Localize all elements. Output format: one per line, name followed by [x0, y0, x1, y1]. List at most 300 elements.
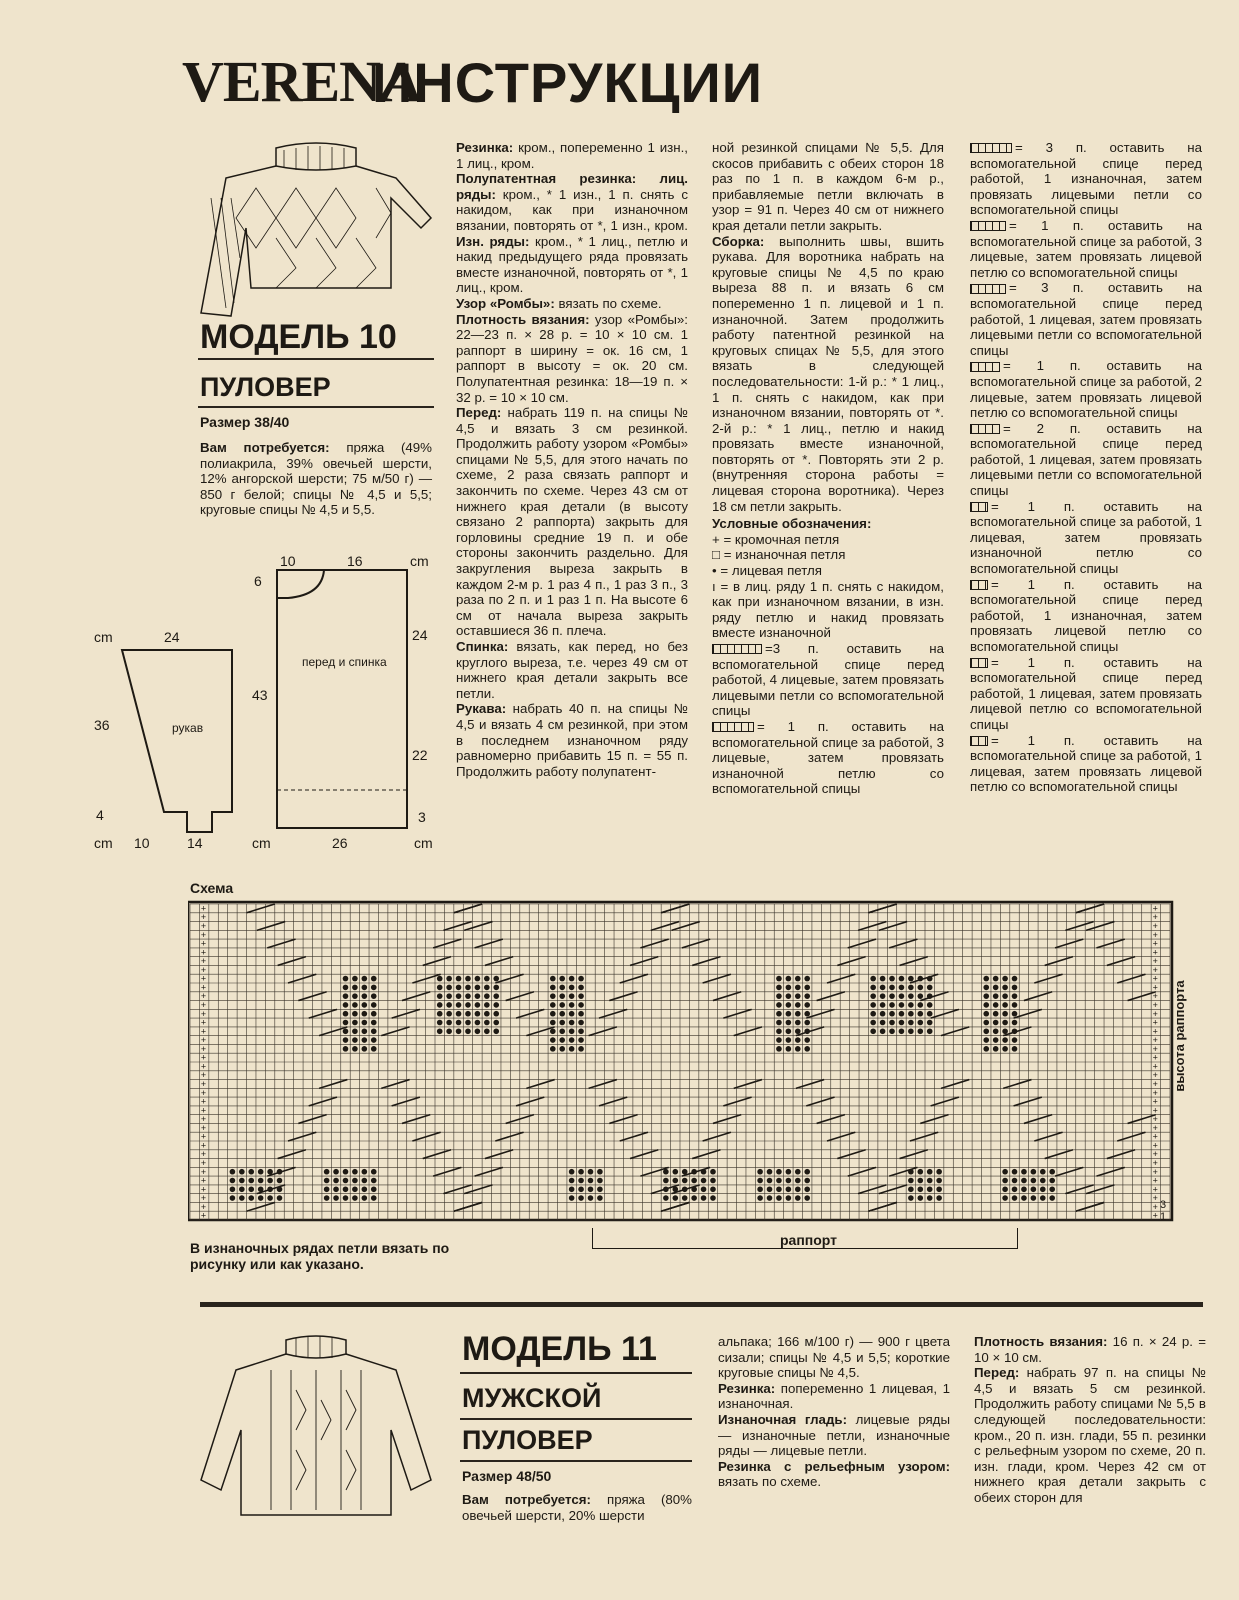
para-0: ной резинкой спицами № 5,5. Для скосов прибавить с обеих сторон 18 раз по 1 п. в каждом 6-м р., прибавляемые петли включать в узор = 91 п. Через 40 см от нижнего края детали петли закрыть.	[712, 140, 944, 233]
knit-dot	[559, 1028, 565, 1034]
knit-dot	[324, 1169, 330, 1175]
knit-dot	[880, 1002, 886, 1008]
knit-dot	[343, 1028, 349, 1034]
dim-cm: cm	[410, 553, 429, 569]
cable-stroke	[630, 1150, 658, 1159]
cable-stroke	[288, 974, 316, 983]
knit-dot	[804, 1046, 810, 1052]
knit-dot	[917, 1195, 923, 1201]
knit-dot	[267, 1178, 273, 1184]
knit-dot	[767, 1195, 773, 1201]
knit-dot	[437, 1011, 443, 1017]
knit-dot	[456, 976, 462, 982]
knit-dot	[343, 1169, 349, 1175]
knit-dot	[343, 993, 349, 999]
cable-stroke	[848, 939, 876, 948]
divider	[460, 1372, 692, 1374]
knit-dot	[899, 1011, 905, 1017]
dim-26: 26	[332, 835, 348, 851]
knit-dot	[437, 1002, 443, 1008]
cable-stroke	[589, 1027, 617, 1036]
knit-dot	[701, 1169, 707, 1175]
cable-stroke	[516, 1009, 544, 1018]
knit-dot	[880, 1020, 886, 1026]
legend-col4-0: = 3 п. оставить на вспомогательной спице перед работой, 1 изнаночная, затем провязать лицевыми петли со вспомогательной спицы	[970, 140, 1202, 218]
knit-dot	[362, 1002, 368, 1008]
cable-symbol-icon	[712, 722, 754, 732]
cable-stroke	[475, 1167, 503, 1176]
knit-dot	[776, 976, 782, 982]
knit-dot	[475, 1011, 481, 1017]
knit-dot	[446, 1020, 452, 1026]
knit-dot	[899, 976, 905, 982]
knit-dot	[804, 1020, 810, 1026]
cable-stroke	[433, 1167, 461, 1176]
cable-stroke	[1055, 939, 1083, 948]
knit-dot	[446, 1028, 452, 1034]
knit-dot	[776, 1028, 782, 1034]
knit-dot	[889, 976, 895, 982]
knit-dot	[352, 1011, 358, 1017]
knit-dot	[795, 1011, 801, 1017]
cable-stroke	[278, 957, 306, 966]
cable-stroke	[381, 1080, 409, 1089]
knit-dot	[371, 1186, 377, 1192]
cable-stroke	[288, 1132, 316, 1141]
edge-stitch-mark: +	[200, 1184, 207, 1195]
cable-stroke	[827, 1132, 855, 1141]
cable-stroke	[1045, 957, 1073, 966]
cable-stroke	[1107, 957, 1135, 966]
knit-dot	[889, 993, 895, 999]
dim-cm: cm	[94, 835, 113, 851]
edge-stitch-mark: +	[200, 964, 207, 975]
cable-stroke	[278, 1150, 306, 1159]
cable-stroke	[1014, 1009, 1042, 1018]
para-0: Резинка: кром., попеременно 1 изн., 1 лиц., кром.	[456, 140, 688, 171]
knit-dot	[767, 1178, 773, 1184]
edge-stitch-mark: +	[1152, 1140, 1158, 1151]
knit-dot	[578, 1195, 584, 1201]
knit-dot	[1040, 1178, 1046, 1184]
knit-dot	[267, 1186, 273, 1192]
knit-dot	[493, 1028, 499, 1034]
cable-stroke	[837, 957, 865, 966]
knit-dot	[1012, 1002, 1018, 1008]
knit-dot	[248, 1169, 254, 1175]
knit-dot	[578, 1002, 584, 1008]
cable-stroke	[848, 1167, 876, 1176]
knit-dot	[776, 1195, 782, 1201]
knit-dot	[757, 1169, 763, 1175]
cable-stroke	[889, 939, 917, 948]
cable-stroke	[1003, 1080, 1031, 1089]
knit-dot	[559, 985, 565, 991]
knit-dot	[550, 976, 556, 982]
dim-24: 24	[164, 629, 180, 645]
knit-dot	[786, 1195, 792, 1201]
knit-dot	[917, 1028, 923, 1034]
knit-dot	[437, 1028, 443, 1034]
knit-dot	[352, 1186, 358, 1192]
row-number-1: 1	[1160, 1211, 1167, 1223]
cable-stroke	[412, 1132, 440, 1141]
model10-needs	[200, 440, 432, 518]
knit-dot	[1002, 1037, 1008, 1043]
knit-dot	[597, 1195, 603, 1201]
chart-label: Схема	[190, 880, 234, 896]
knit-dot	[917, 1020, 923, 1026]
knit-dot	[1040, 1186, 1046, 1192]
knit-dot	[1031, 1178, 1037, 1184]
para-3: Резинка с рельефным узором: вязать по схеме.	[718, 1458, 950, 1490]
knit-dot	[870, 1011, 876, 1017]
pattern-schematic	[92, 550, 442, 870]
knit-dot	[908, 1011, 914, 1017]
knit-dot	[493, 1002, 499, 1008]
edge-stitch-mark: +	[200, 1079, 207, 1090]
knit-dot	[1031, 1186, 1037, 1192]
knit-dot	[446, 1011, 452, 1017]
knit-dot	[578, 1178, 584, 1184]
knit-dot	[230, 1178, 236, 1184]
knit-dot	[899, 1002, 905, 1008]
knit-dot	[484, 985, 490, 991]
knitting-chart	[188, 896, 1188, 1242]
edge-stitch-mark: +	[200, 929, 207, 940]
knit-dot	[465, 976, 471, 982]
knit-dot	[672, 1186, 678, 1192]
edge-stitch-mark: +	[200, 1201, 207, 1212]
knit-dot	[475, 993, 481, 999]
dim-cm: cm	[414, 835, 433, 851]
knit-dot	[776, 993, 782, 999]
knit-dot	[880, 1011, 886, 1017]
knit-dot	[371, 1195, 377, 1201]
knit-dot	[870, 976, 876, 982]
edge-stitch-mark: +	[1152, 1043, 1158, 1054]
knit-dot	[578, 1186, 584, 1192]
knit-dot	[1002, 1011, 1008, 1017]
edge-stitch-mark: +	[1152, 1114, 1158, 1125]
knit-dot	[578, 985, 584, 991]
legend-1: □ = изнаночная петля	[712, 547, 846, 563]
knit-dot	[1002, 1028, 1008, 1034]
knit-dot	[239, 1195, 245, 1201]
para-0: альпака; 166 м/100 г) — 900 г цвета сизали; спицы № 4,5 и 5,5; короткие круговые спицы № 4,5.	[718, 1334, 950, 1381]
needs-text: пряжа (49% полиакрила, 39% овечьей шерсти, 12% ангорской шерсти; 75 м/50 г) — 850 г белой; спицы № 4,5 и 5,5; круговые спицы № 4,5 и 5,5.	[200, 440, 432, 518]
knit-dot	[352, 985, 358, 991]
knit-dot	[371, 976, 377, 982]
knit-dot	[1012, 1011, 1018, 1017]
edge-stitch-mark: +	[1152, 1008, 1158, 1019]
brand-logo: VERENA	[182, 49, 421, 114]
cable-stroke	[1076, 904, 1104, 913]
knit-dot	[927, 1020, 933, 1026]
cable-stroke	[868, 904, 896, 913]
knit-dot	[456, 985, 462, 991]
knit-dot	[230, 1195, 236, 1201]
cable-stroke	[1034, 974, 1062, 983]
knit-dot	[870, 1002, 876, 1008]
knit-dot	[880, 976, 886, 982]
knit-dot	[776, 1186, 782, 1192]
divider	[460, 1460, 692, 1462]
divider	[198, 358, 434, 360]
knit-dot	[343, 1178, 349, 1184]
cable-symbol-icon	[970, 362, 1000, 372]
knit-dot	[362, 1020, 368, 1026]
knit-dot	[578, 1046, 584, 1052]
edge-stitch-mark: +	[1152, 1096, 1158, 1107]
knit-dot	[908, 1028, 914, 1034]
cable-stroke	[309, 1009, 337, 1018]
knit-dot	[230, 1186, 236, 1192]
knit-dot	[239, 1178, 245, 1184]
cable-stroke	[1097, 939, 1125, 948]
knit-dot	[936, 1178, 942, 1184]
knit-dot	[578, 1028, 584, 1034]
knit-dot	[559, 1020, 565, 1026]
knit-dot	[248, 1178, 254, 1184]
cable-stroke	[837, 1150, 865, 1159]
knit-dot	[908, 993, 914, 999]
edge-stitch-mark: +	[200, 1035, 207, 1046]
knit-dot	[983, 1028, 989, 1034]
cable-stroke	[267, 939, 295, 948]
knit-dot	[588, 1178, 594, 1184]
knit-dot	[795, 1002, 801, 1008]
knit-dot	[767, 1169, 773, 1175]
knit-dot	[1012, 1020, 1018, 1026]
knit-dot	[927, 976, 933, 982]
knit-dot	[484, 1028, 490, 1034]
knit-dot	[1002, 1178, 1008, 1184]
knit-dot	[1049, 1178, 1055, 1184]
knit-dot	[710, 1178, 716, 1184]
cable-stroke	[309, 1097, 337, 1106]
edge-stitch-mark: +	[200, 991, 207, 1002]
knit-dot	[1031, 1169, 1037, 1175]
cable-stroke	[806, 1097, 834, 1106]
cable-stroke	[682, 939, 710, 948]
knit-dot	[786, 1046, 792, 1052]
cable-stroke	[1076, 1202, 1104, 1211]
knit-dot	[776, 1037, 782, 1043]
edge-stitch-mark: +	[1152, 964, 1158, 975]
knit-dot	[701, 1178, 707, 1184]
knit-dot	[795, 985, 801, 991]
knit-dot	[437, 985, 443, 991]
knit-dot	[889, 985, 895, 991]
knit-dot	[333, 1178, 339, 1184]
knit-dot	[776, 1046, 782, 1052]
cable-stroke	[703, 1132, 731, 1141]
knit-dot	[465, 1002, 471, 1008]
knit-dot	[352, 1046, 358, 1052]
knit-dot	[682, 1195, 688, 1201]
legend-title: Условные обозначения:	[712, 516, 872, 532]
knit-dot	[691, 1195, 697, 1201]
knit-dot	[786, 1002, 792, 1008]
knit-dot	[908, 1002, 914, 1008]
edge-stitch-mark: +	[200, 1026, 207, 1037]
model11-col2	[718, 1334, 950, 1490]
knit-dot	[795, 1178, 801, 1184]
knit-dot	[786, 1186, 792, 1192]
cable-stroke	[495, 1132, 523, 1141]
para-7: Рукава: набрать 40 п. на спицы № 4,5 и вязать 4 см резинкой, при этом в последнем изнаночном ряду равномерно прибавить 15 п. = 55 п. Продолжить работу полупатент-	[456, 701, 688, 779]
knit-dot	[1021, 1195, 1027, 1201]
knit-dot	[993, 985, 999, 991]
knit-dot	[880, 985, 886, 991]
knit-dot	[682, 1169, 688, 1175]
knit-dot	[475, 1020, 481, 1026]
knit-dot	[371, 1011, 377, 1017]
knit-dot	[993, 1020, 999, 1026]
knit-dot	[1021, 1186, 1027, 1192]
knit-dot	[456, 1020, 462, 1026]
knit-dot	[983, 1011, 989, 1017]
knit-dot	[277, 1195, 283, 1201]
knit-dot	[258, 1169, 264, 1175]
cable-stroke	[257, 922, 285, 931]
cable-stroke	[692, 957, 720, 966]
knit-dot	[757, 1178, 763, 1184]
divider	[460, 1418, 692, 1420]
model10-col2	[456, 140, 688, 779]
cable-stroke	[620, 974, 648, 983]
knit-dot	[701, 1195, 707, 1201]
knit-dot	[927, 1195, 933, 1201]
cable-symbol-icon	[970, 424, 1000, 434]
knit-dot	[569, 1037, 575, 1043]
knit-dot	[362, 985, 368, 991]
edge-stitch-mark: +	[1152, 1122, 1158, 1133]
knit-dot	[324, 1195, 330, 1201]
knit-dot	[927, 985, 933, 991]
knit-dot	[908, 1186, 914, 1192]
knit-dot	[578, 1169, 584, 1175]
knit-dot	[343, 976, 349, 982]
knit-dot	[343, 1186, 349, 1192]
knit-dot	[663, 1169, 669, 1175]
knit-dot	[569, 1186, 575, 1192]
cable-stroke	[900, 1150, 928, 1159]
knit-dot	[343, 1011, 349, 1017]
edge-stitch-mark: +	[200, 982, 207, 993]
knit-dot	[475, 976, 481, 982]
edge-stitch-mark: +	[1152, 929, 1158, 940]
knit-dot	[362, 1011, 368, 1017]
edge-stitch-mark: +	[200, 1043, 207, 1054]
knit-dot	[983, 1020, 989, 1026]
knit-dot	[889, 1028, 895, 1034]
edge-stitch-mark: +	[200, 1210, 207, 1221]
dim-6: 6	[254, 573, 262, 589]
knit-dot	[993, 1002, 999, 1008]
model11-size: Размер 48/50	[462, 1468, 552, 1484]
knit-dot	[1012, 993, 1018, 999]
knit-dot	[776, 1178, 782, 1184]
knit-dot	[993, 993, 999, 999]
knit-dot	[983, 1037, 989, 1043]
knit-dot	[1012, 1046, 1018, 1052]
knit-dot	[889, 1002, 895, 1008]
knit-dot	[493, 1011, 499, 1017]
edge-stitch-mark: +	[1152, 1166, 1158, 1177]
knit-dot	[776, 1002, 782, 1008]
knit-dot	[484, 976, 490, 982]
knit-dot	[559, 1002, 565, 1008]
knit-dot	[682, 1186, 688, 1192]
row-number-3: 3	[1160, 1199, 1167, 1211]
knit-dot	[776, 1169, 782, 1175]
cable-stroke	[734, 1027, 762, 1036]
edge-stitch-mark: +	[200, 1166, 207, 1177]
knit-dot	[559, 1011, 565, 1017]
knit-dot	[927, 1002, 933, 1008]
knit-dot	[804, 1037, 810, 1043]
edge-stitch-mark: +	[1152, 1052, 1158, 1063]
edge-stitch-mark: +	[1152, 1158, 1158, 1169]
knit-dot	[795, 1169, 801, 1175]
model10-col3	[712, 140, 944, 797]
knit-dot	[1012, 1178, 1018, 1184]
legend-col4-2: = 3 п. оставить на вспомогательной спице перед работой, 1 лицевая, затем провязать лицевыми петли со вспомогательной спицы	[970, 280, 1202, 358]
knit-dot	[795, 1020, 801, 1026]
cable-stroke	[1014, 1097, 1042, 1106]
knit-dot	[804, 976, 810, 982]
knit-dot	[795, 1037, 801, 1043]
edge-stitch-mark: +	[200, 903, 207, 914]
edge-stitch-mark: +	[1152, 903, 1158, 914]
knit-dot	[324, 1178, 330, 1184]
para-1: Полупатентная резинка: лиц. ряды: кром., * 1 изн., 1 п. снять с накидом, как при изнаночном вязании, повторять от *, 1 изн., кром. Изн. ряды: кром., * 1 лиц., петлю и накид предыдущего ряда провязать вместе изнаночной, повторять от *, 1 лиц., кром.	[456, 171, 688, 296]
knit-dot	[899, 1020, 905, 1026]
edge-stitch-mark: +	[1152, 1017, 1158, 1028]
knit-dot	[569, 1178, 575, 1184]
knit-dot	[371, 993, 377, 999]
edge-stitch-mark: +	[200, 1131, 207, 1142]
dim-cm: cm	[252, 835, 271, 851]
cable-stroke	[423, 957, 451, 966]
sweater-illustration-11	[196, 1330, 436, 1525]
cable-symbol-icon	[970, 284, 1006, 294]
edge-stitch-mark: +	[1152, 1070, 1158, 1081]
knit-dot	[493, 1020, 499, 1026]
knit-dot	[795, 976, 801, 982]
cable-stroke	[495, 974, 523, 983]
knit-dot	[437, 993, 443, 999]
knit-dot	[983, 1002, 989, 1008]
knit-dot	[484, 1020, 490, 1026]
knit-dot	[936, 1186, 942, 1192]
knit-dot	[569, 1169, 575, 1175]
para-3: Узор «Ромбы»: вязать по схеме.	[456, 295, 662, 311]
knit-dot	[456, 1002, 462, 1008]
knit-dot	[767, 1186, 773, 1192]
cable-stroke	[1034, 1132, 1062, 1141]
knit-dot	[559, 1037, 565, 1043]
cable-stroke	[900, 957, 928, 966]
knit-dot	[927, 1178, 933, 1184]
dim-22: 22	[412, 747, 428, 763]
model11-needs	[462, 1492, 692, 1523]
knit-dot	[569, 1046, 575, 1052]
knit-dot	[927, 1186, 933, 1192]
knit-dot	[993, 1046, 999, 1052]
